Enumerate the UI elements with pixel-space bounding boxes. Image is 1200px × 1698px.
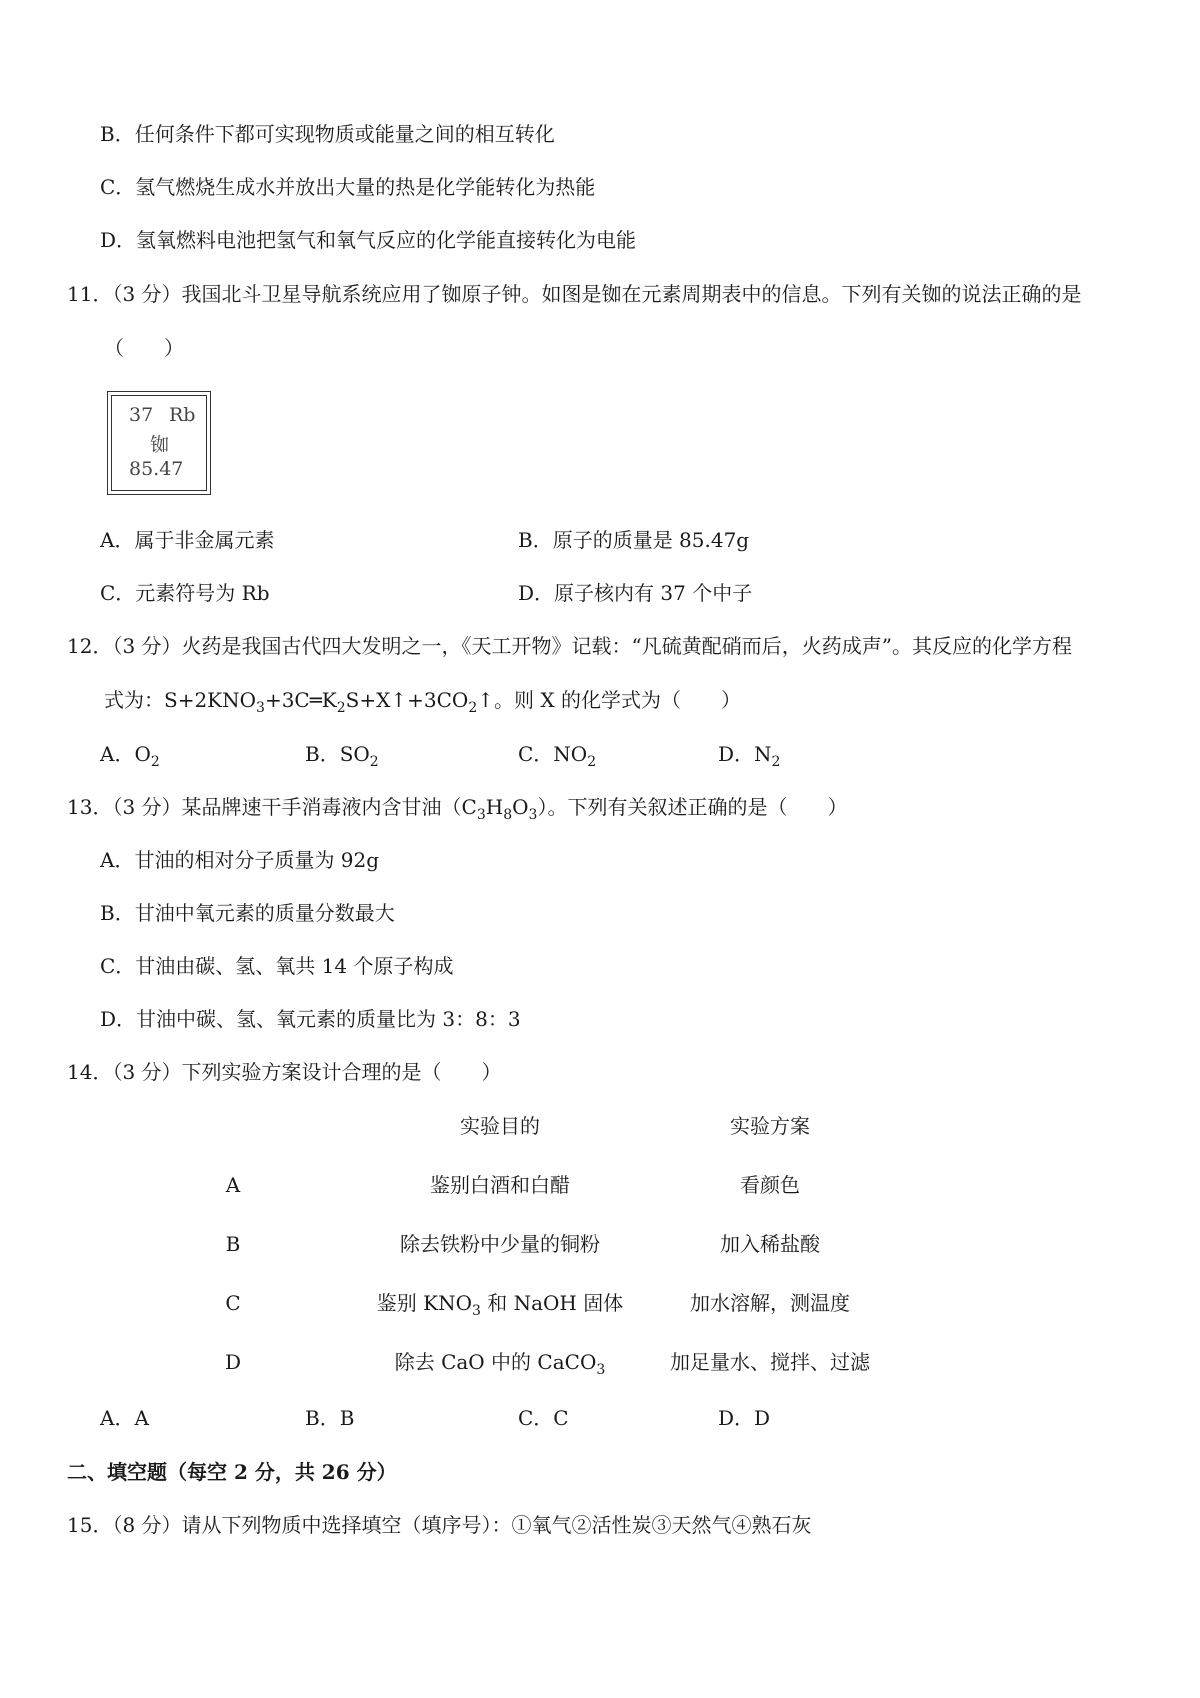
q14-stem: 14．（3 分）下列实验方案设计合理的是（ ） <box>67 1060 502 1084</box>
table-cell-purpose: 鉴别 $KNO_3$ 和 NaOH 固体 <box>376 1291 624 1319</box>
q10-option-c: C．氢气燃烧生成水并放出大量的热是化学能转化为热能 <box>100 175 596 199</box>
element-atomic-number: 37 <box>129 404 154 426</box>
q12-option-d: D．$N_2$ <box>718 742 781 770</box>
table-row-label: A <box>225 1173 241 1197</box>
table-header-purpose: 实验目的 <box>460 1114 540 1138</box>
q12-option-a: A．$O_2$ <box>100 742 160 770</box>
q13-option-a: A．甘油的相对分子质量为 92g <box>100 848 380 872</box>
q11-stem: 11．（3 分）我国北斗卫星导航系统应用了铷原子钟。如图是铷在元素周期表中的信息。下列有关铷的说法正确的是 <box>67 282 1082 306</box>
q13-option-d: D．甘油中碳、氢、氧元素的质量比为 3：8：3 <box>100 1007 521 1031</box>
element-atomic-mass: 85.47 <box>129 458 184 480</box>
table-row-label: C <box>225 1291 241 1315</box>
q12-stem: 12．（3 分）火药是我国古代四大发明之一，《天工开物》记载：“凡硫黄配硝而后，火药成声”。其反应的化学方程 <box>67 634 1072 658</box>
q10-option-d: D．氢氧燃料电池把氢气和氧气反应的化学能直接转化为电能 <box>100 228 637 252</box>
q12-option-c: C．$NO_2$ <box>518 742 597 770</box>
q11-option-c: C．元素符号为 Rb <box>100 581 270 605</box>
section-heading-fill-in: 二、填空题（每空 2 分，共 26 分） <box>67 1460 397 1484</box>
q12-equation: 式为：$S+2KNO_3+3C═K_2S+X↑+3CO_2↑$。则 X 的化学式为（ ） <box>104 688 741 716</box>
table-row-label: D <box>224 1350 242 1374</box>
table-row-label: B <box>225 1232 241 1256</box>
element-symbol: Rb <box>169 404 196 426</box>
table-cell-plan: 加水溶解，测温度 <box>690 1291 850 1315</box>
table-cell-plan: 加入稀盐酸 <box>720 1232 820 1256</box>
q14-option-a: A．A <box>100 1406 149 1430</box>
q13-option-b: B．甘油中氧元素的质量分数最大 <box>100 901 395 925</box>
element-name: 铷 <box>150 434 170 456</box>
q11-option-d: D．原子核内有 37 个中子 <box>518 581 753 605</box>
table-cell-purpose: 除去铁粉中少量的铜粉 <box>400 1232 600 1256</box>
q10-option-b: B．任何条件下都可实现物质或能量之间的相互转化 <box>100 122 555 146</box>
table-header-plan: 实验方案 <box>730 1114 810 1138</box>
q13-stem: 13．（3 分）某品牌速干手消毒液内含甘油$(C_3H_8O_3)$。下列有关叙述正确的是（ ） <box>67 795 848 823</box>
element-card-rubidium <box>107 391 211 495</box>
table-cell-plan: 看颜色 <box>740 1173 800 1197</box>
q14-option-d: D．D <box>718 1406 771 1430</box>
q15-stem: 15．（8 分）请从下列物质中选择填空（填序号）：①氧气②活性炭③天然气④熟石灰 <box>67 1513 812 1537</box>
q14-option-c: C．C <box>518 1406 569 1430</box>
q14-option-b: B．B <box>305 1406 355 1430</box>
q11-option-b: B．原子的质量是 85.47g <box>518 528 750 552</box>
table-cell-plan: 加足量水、搅拌、过滤 <box>670 1350 870 1374</box>
q13-option-c: C．甘油由碳、氢、氧共 14 个原子构成 <box>100 954 454 978</box>
q11-option-a: A．属于非金属元素 <box>100 528 275 552</box>
q11-answer-paren: （ ） <box>104 336 184 360</box>
table-cell-purpose: 鉴别白酒和白醋 <box>430 1173 570 1197</box>
table-cell-purpose: 除去 CaO 中的 CaCO$_3$ <box>394 1350 606 1378</box>
q12-option-b: B．$SO_2$ <box>305 742 379 770</box>
